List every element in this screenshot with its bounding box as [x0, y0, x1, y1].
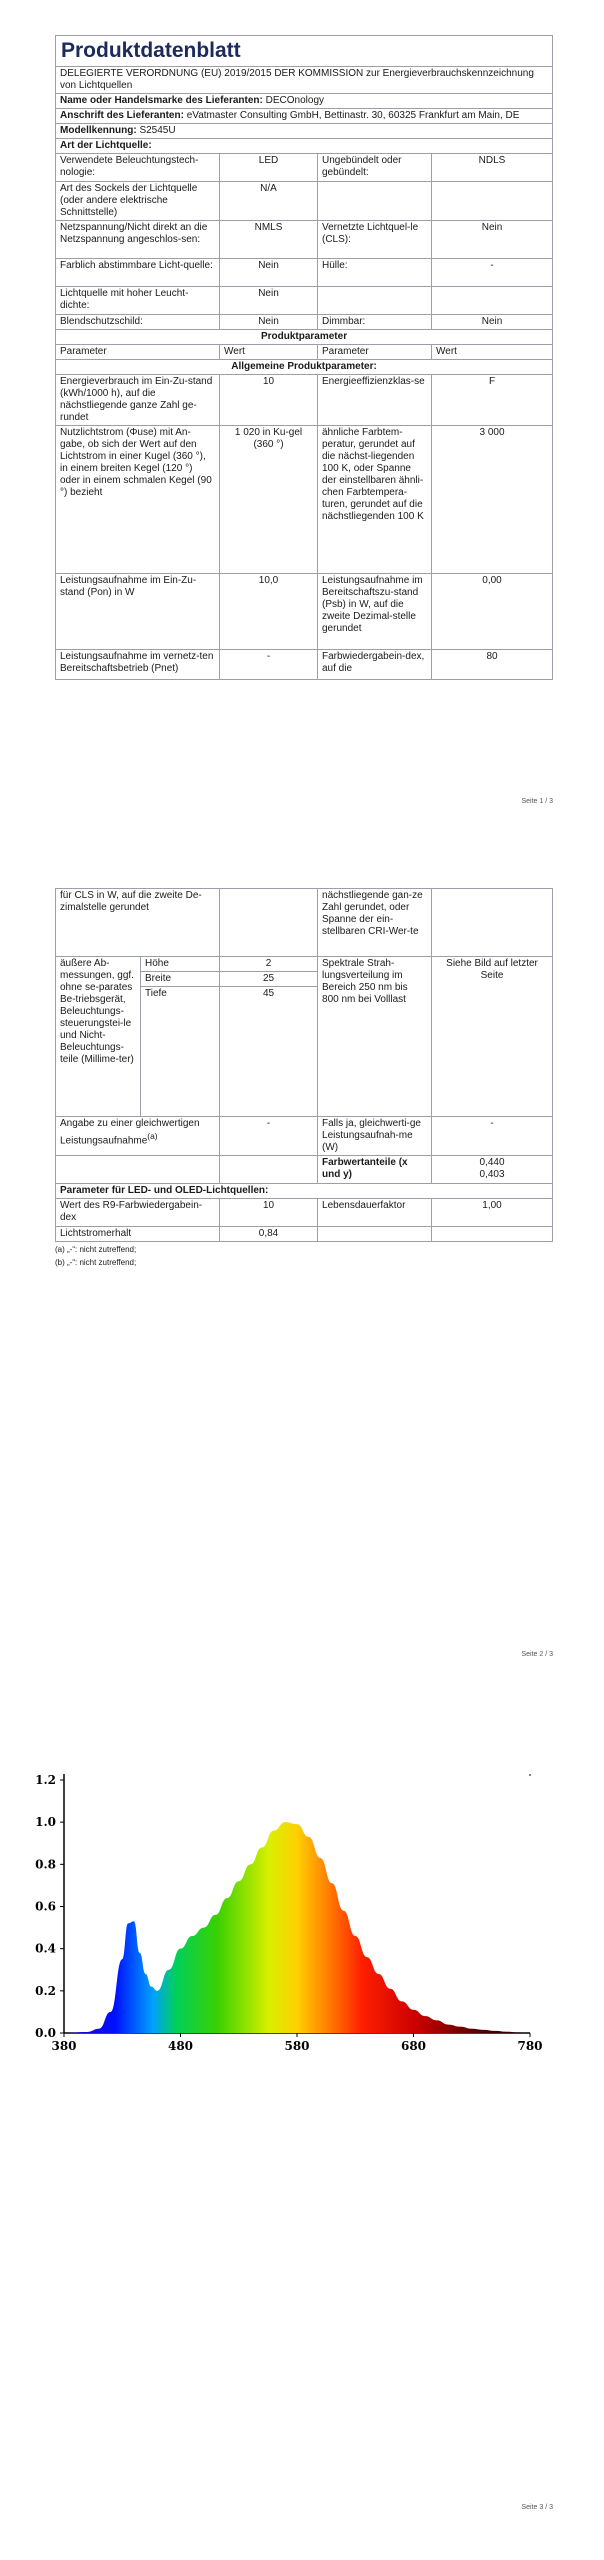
col-header: Parameter — [318, 345, 432, 360]
cell: ähnliche Farbtem-peratur, gerundet auf die nächst-liegenden 100 K, oder Spanne der einstellbaren ähnli-chen Farbtempera-turen, gerundet auf die nächstliegenden 100 K — [318, 426, 432, 574]
cell — [432, 182, 553, 221]
lifetime-label: Lebensdauerfaktor — [318, 1199, 432, 1227]
cell: F — [432, 375, 553, 426]
cell: Netzspannung/Nicht direkt an die Netzspannung angeschlos-sen: — [56, 221, 220, 259]
cell: Nein — [432, 221, 553, 259]
y-tick-label: 0.8 — [35, 1857, 56, 1872]
supplier-label: Name oder Handelsmarke des Lieferanten: — [60, 95, 263, 106]
cell: NMLS — [220, 221, 318, 259]
page-number: Seite 3 / 3 — [521, 2504, 553, 2511]
cell: Leistungsaufnahme im vernetz-ten Bereitschaftsbetrieb (Pnet) — [56, 650, 220, 680]
y-tick-label: 1.0 — [35, 1815, 56, 1830]
cell: Ungebündelt oder gebündelt: — [318, 154, 432, 182]
cell: Vernetzte Lichtquel-le (CLS): — [318, 221, 432, 259]
cell — [432, 889, 553, 957]
address-row — [56, 109, 553, 124]
regulation-text: DELEGIERTE VERORDNUNG (EU) 2019/2015 DER KOMMISSION zur Energieverbrauchskennzeichnung von Lichtquellen — [56, 67, 553, 94]
lifetime-value: 1,00 — [432, 1199, 553, 1227]
cell: Blendschutzschild: — [56, 315, 220, 330]
cell: NDLS — [432, 154, 553, 182]
col-header: Wert — [220, 345, 318, 360]
chromaticity-values: 0,440 0,403 — [432, 1156, 553, 1184]
dim-name: Breite — [141, 972, 220, 987]
dim-value: 2 — [220, 957, 318, 972]
cell — [432, 287, 553, 315]
y-tick-label: 0.4 — [35, 1941, 56, 1956]
cell: - — [432, 259, 553, 287]
dimensions-label: äußere Ab-messungen, ggf. ohne se-parates Be-triebsgerät, Beleuchtungs-steuerungstei-le und Nicht-Beleuchtungs-teile (Millime-ter) — [56, 957, 141, 1117]
x-tick-label: 480 — [167, 2039, 194, 2053]
cell — [318, 1227, 432, 1242]
cell: Nutzlichtstrom (Φuse) mit An-gabe, ob sich der Wert auf den Lichtstrom in einer Kugel (360 °), in einem breiten Kegel (120 °) oder in einem schmalen Kegel (90 °) bezieht — [56, 426, 220, 574]
page-title: Produktdatenblatt — [56, 36, 553, 67]
equivalent-power-label: Angabe zu einer gleichwertigen Leistungsaufnahme$^{(a)}$ — [56, 1117, 220, 1156]
cell — [220, 1156, 318, 1184]
cell: Leistungsaufnahme im Bereitschaftszu-stand (Psb) in W, auf die zweite Dezimal-stelle gerundet — [318, 574, 432, 650]
cell: Energieeffizienzklas-se — [318, 375, 432, 426]
dim-value: 25 — [220, 972, 318, 987]
cell: 0,00 — [432, 574, 553, 650]
cell — [432, 1227, 553, 1242]
x-tick-label: 580 — [284, 2039, 310, 2053]
cell: Nein — [220, 287, 318, 315]
r9-label: Wert des R9-Farbwiedergabein-dex — [56, 1199, 220, 1227]
x-tick-label: 380 — [51, 2039, 77, 2053]
cell: nächstliegende gan-ze Zahl gerundet, oder Spanne der ein-stellbaren CRI-Wer-te — [318, 889, 432, 957]
page-number: Seite 2 / 3 — [521, 1651, 553, 1658]
supplier-value: DECOnology — [265, 95, 324, 106]
product-params-heading: Produktparameter — [56, 330, 553, 345]
model-row — [56, 124, 553, 139]
general-params-heading: Allgemeine Produktparameter: — [56, 360, 553, 375]
maintenance-label: Lichtstromerhalt — [56, 1227, 220, 1242]
cell: Dimmbar: — [318, 315, 432, 330]
footnote-a: (a) „-“: nicht zutreffend; — [55, 1245, 137, 1254]
cell: Verwendete Beleuchtungstech-nologie: — [56, 154, 220, 182]
model-value: S2545U — [139, 125, 176, 136]
x-tick-label: 780 — [517, 2039, 543, 2053]
cell — [220, 889, 318, 957]
spectral-label: Spektrale Strah-lungsverteilung im Bereich 250 nm bis 800 nm bei Volllast — [318, 957, 432, 1117]
model-label: Modellkennung: — [60, 125, 137, 136]
col-header: Wert — [432, 345, 553, 360]
x-tick-label: 680 — [400, 2039, 427, 2053]
footnote-b: (b) „-“: nicht zutreffend; — [55, 1258, 137, 1267]
chromaticity-label: Farbwertanteile (x und y) — [318, 1156, 432, 1184]
address-label: Anschrift des Lieferanten: — [60, 110, 184, 121]
cell: Nein — [220, 315, 318, 330]
supplier-row — [56, 94, 553, 109]
cell — [56, 1156, 220, 1184]
cell: Nein — [220, 259, 318, 287]
cell: LED — [220, 154, 318, 182]
col-header: Parameter — [56, 345, 220, 360]
cell: - — [220, 650, 318, 680]
cell: 1 020 in Ku-gel (360 °) — [220, 426, 318, 574]
cell: N/A — [220, 182, 318, 221]
maintenance-value: 0,84 — [220, 1227, 318, 1242]
claim-label: Falls ja, gleichwerti-ge Leistungsaufnah-me (W) — [318, 1117, 432, 1156]
equivalent-power-value: - — [220, 1117, 318, 1156]
cell: 10 — [220, 375, 318, 426]
type-heading: Art der Lichtquelle: — [56, 139, 553, 154]
cell: Lichtquelle mit hoher Leucht-dichte: — [56, 287, 220, 315]
datasheet-table-page2 — [55, 888, 552, 1268]
cell: Hülle: — [318, 259, 432, 287]
page-number: Seite 1 / 3 — [521, 798, 553, 805]
y-tick-label: 0.2 — [35, 1983, 56, 1998]
y-tick-label: 1.2 — [35, 1773, 56, 1787]
cell: Nein — [432, 315, 553, 330]
y-tick-label: 0.6 — [35, 1899, 56, 1914]
cell: für CLS in W, auf die zweite De-zimalstelle gerundet — [56, 889, 220, 957]
r9-value: 10 — [220, 1199, 318, 1227]
claim-value: - — [432, 1117, 553, 1156]
dim-name: Tiefe — [141, 987, 220, 1117]
cell: Farblich abstimmbare Licht-quelle: — [56, 259, 220, 287]
spectral-distribution-chart — [0, 1706, 604, 2559]
cell: Art des Sockels der Lichtquelle (oder andere elektrische Schnittstelle) — [56, 182, 220, 221]
cell: Leistungsaufnahme im Ein-Zu-stand (Pon) in W — [56, 574, 220, 650]
cell: 80 — [432, 650, 553, 680]
cell — [318, 287, 432, 315]
cell — [318, 182, 432, 221]
address-value: eVatmaster Consulting GmbH, Bettinastr. 30, 60325 Frankfurt am Main, DE — [186, 110, 520, 121]
spectral-value: Siehe Bild auf letzter Seite — [432, 957, 553, 1117]
cell: 10,0 — [220, 574, 318, 650]
dim-value: 45 — [220, 987, 318, 1117]
cell: Farbwiedergabein-dex, auf die — [318, 650, 432, 680]
y-tick-label: 0.0 — [35, 2026, 56, 2040]
cell: Energieverbrauch im Ein-Zu-stand (kWh/1000 h), auf die nächstliegende ganze Zahl ge-rundet — [56, 375, 220, 426]
led-params-heading: Parameter für LED- und OLED-Lichtquellen: — [56, 1184, 553, 1199]
datasheet-table-page1 — [55, 35, 552, 680]
dim-name: Höhe — [141, 957, 220, 972]
cell: 3 000 — [432, 426, 553, 574]
spectrum-area — [64, 1822, 530, 2033]
